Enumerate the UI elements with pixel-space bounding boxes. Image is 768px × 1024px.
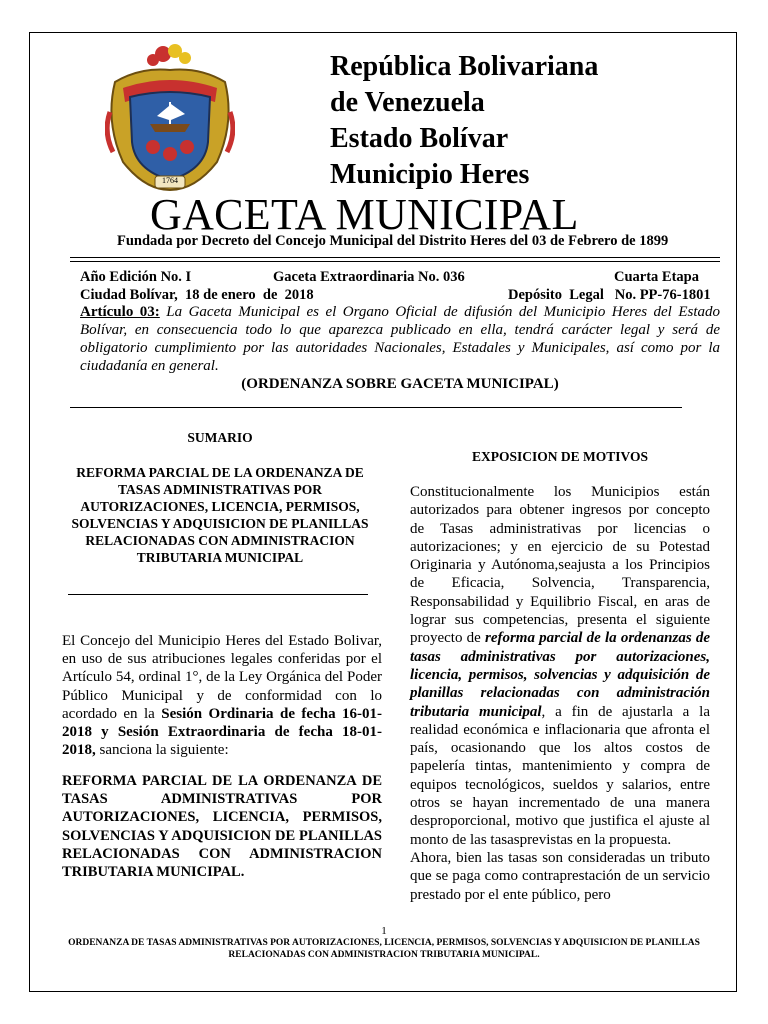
founded-line: Fundada por Decreto del Concejo Municipal del Distrito Heres del 03 de Febrero de 1899 (117, 233, 669, 249)
motives-text-p2: Ahora, bien las tasas son consideradas un tributo que se paga como contraprestación de un servicio prestado por el ente público, pero (410, 849, 710, 903)
legal-deposit: Depósito Legal No. PP-76-1801 (508, 287, 711, 303)
reform-body-title: REFORMA PARCIAL DE LA ORDENANZA DE TASAS ADMINISTRATIVAS POR AUTORIZACIONES, LICENCIA, PERMISOS, SOLVENCIAS Y ADQUISICION DE PLANILLAS RELACIONADAS CON ADMINISTRACION TRIBUTARIA MUNICIPAL. (62, 773, 382, 881)
header-line-republic: República Bolivariana (330, 51, 599, 82)
divider (68, 594, 368, 595)
footer-text: ORDENANZA DE TASAS ADMINISTRATIVAS POR AUTORIZACIONES, LICENCIA, PERMISOS, SOLVENCIAS Y ADQUISICION DE PLANILLAS RELACIONADAS CON ADMINISTRACION TRIBUTARIA MUNICIPAL. (68, 938, 700, 960)
edition-number: Año Edición No. I (80, 269, 192, 285)
council-paragraph (62, 632, 382, 759)
council-text: El Concejo del Municipio Heres del Estado Bolivar, en uso de sus atribuciones legales conferidas por el Artículo 54, ordinal 1°, de la Ley Orgánica del Poder Público Municipal y de conformidad con lo acordado en la (62, 633, 382, 722)
header-block (330, 49, 598, 193)
motives-text-c: , a fin de ajustarla a la realidad económica e inflacionaria que afronta el país, ocasionando que los altos costos de papelería tintas, mantenimiento y compra de equipos tecnológicos, sueldos y salarios, entre otros se hayan incrementado de una manera desproporcional, motivo que justifica el ajuste al monto de las tasasprevistas en la propuesta. (410, 703, 710, 848)
header-line-state: Estado Bolívar (330, 123, 509, 154)
ordinance-title: (ORDENANZA SOBRE GACETA MUNICIPAL) (241, 376, 559, 392)
header-line-municipality: Municipio Heres (330, 159, 530, 190)
city-date: Ciudad Bolívar, 18 de enero de 2018 (80, 287, 314, 303)
page-number: 1 (381, 925, 387, 937)
header-line-country: de Venezuela (330, 87, 485, 118)
divider (70, 261, 720, 262)
article-label: Artículo 03: (80, 304, 160, 320)
article-03 (80, 303, 720, 375)
divider (70, 257, 720, 258)
coat-of-arms-logo (105, 42, 235, 192)
summary-reform-title: REFORMA PARCIAL DE LA ORDENANZA DE TASAS ADMINISTRATIVAS POR AUTORIZACIONES, LICENCIA, PERMISOS, SOLVENCIAS Y ADQUISICION DE PLANILLAS RELACIONADAS CON ADMINISTRACION TRIBUTARIA MUNICIPAL (71, 465, 369, 565)
extraordinary-number: Gaceta Extraordinaria No. 036 (273, 269, 465, 285)
summary-heading: SUMARIO (187, 430, 253, 445)
council-text-end: sanciona la siguiente: (95, 742, 229, 759)
motives-text-emphasis: reforma parcial de la ordenanzas de tasas administrativas por autorizaciones, licencia, permisos, solvencias y adquisición de planillas relacionadas con administración tributaria municipal (410, 630, 710, 720)
article-text: La Gaceta Municipal es el Organo Oficial de difusión del Municipio Heres del Estado Bolívar, en consecuencia todo lo que aparezca publicado en ella, tendrá carácter legal y será de obligatorio cumplimiento por las autoridades Nacionales, Estadales y Municipales, así como por la ciudadanía en general. (80, 304, 720, 374)
motives-text (410, 483, 710, 904)
session-dates: Sesión Ordinaria de fecha 16-01-2018 y Sesión Extraordinaria de fecha 18-01-2018, (62, 705, 382, 759)
crest-year: 1764 (162, 176, 178, 185)
motives-text-a: Constitucionalmente los Municipios están autorizados para obtener ingresos por concepto de Tasas administrativas por licencias o autorizaciones; y en ejercicio de su Potestad Originaria y Autónoma,seajusta a los Principios de Eficacia, Solvencia, Transparencia, Responsabilidad y Equilibrio Fiscal, en aras de lograr sus competencias, presenta el siguiente proyecto de (410, 484, 710, 647)
divider (70, 407, 682, 408)
motives-heading: EXPOSICION DE MOTIVOS (471, 449, 648, 464)
gazette-title: GACETA MUNICIPAL (150, 190, 579, 239)
stage: Cuarta Etapa (614, 269, 699, 285)
